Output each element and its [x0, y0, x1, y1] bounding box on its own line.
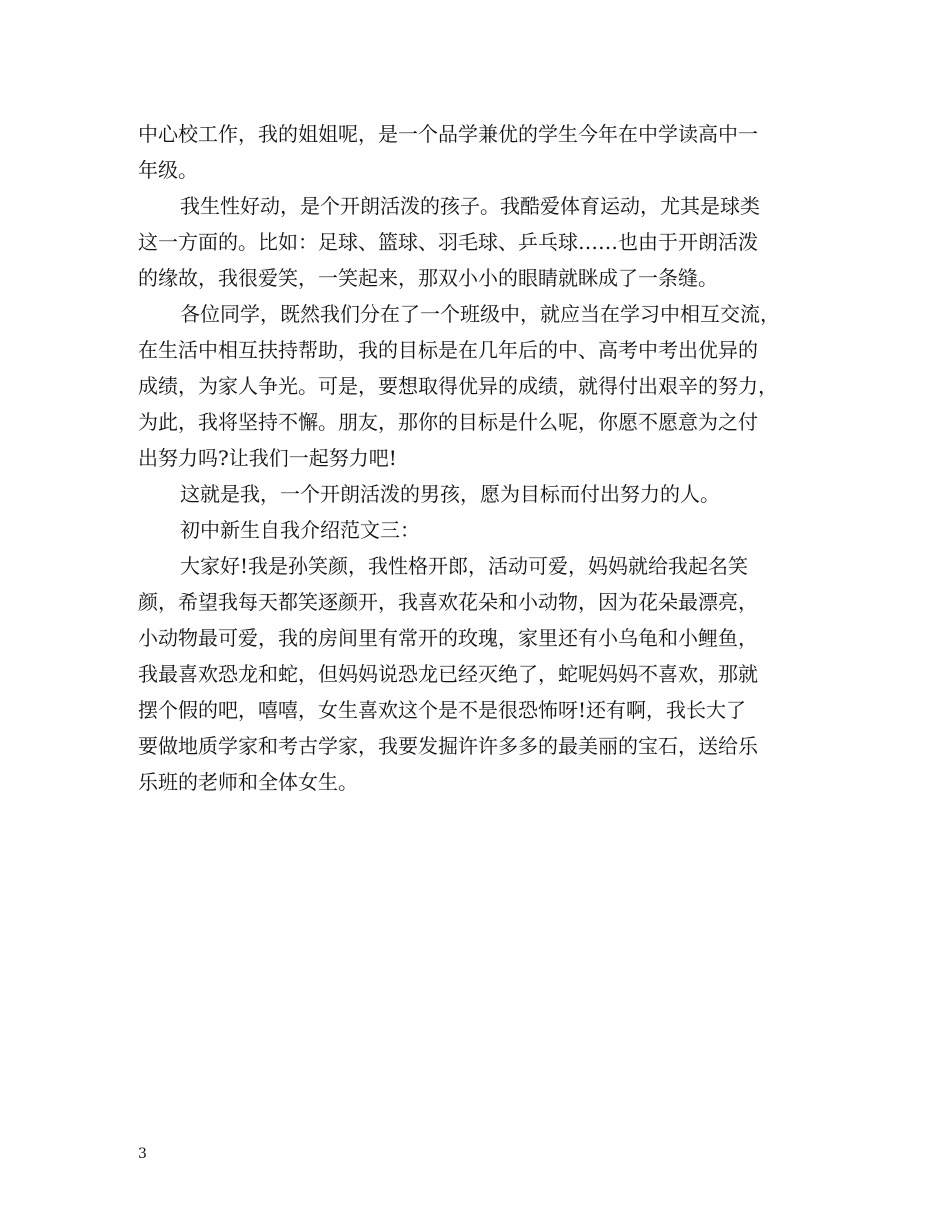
- document-body: [138, 116, 828, 800]
- paragraph-line: 大家好!我是孙笑颜，我性格开郎，活动可爱，妈妈就给我起名笑: [180, 554, 749, 578]
- paragraph-line: 在生活中相互扶持帮助，我的目标是在几年后的中、高考中考出优异的: [138, 338, 758, 362]
- paragraph-line: 为此，我将坚持不懈。朋友，那你的目标是什么呢，你愿不愿意为之付: [138, 410, 758, 434]
- paragraph-line: 要做地质学家和考古学家，我要发掘许许多多的最美丽的宝石，送给乐: [138, 734, 758, 758]
- paragraph-line: 颜，希望我每天都笑逐颜开，我喜欢花朵和小动物，因为花朵最漂亮，: [138, 590, 758, 614]
- page-number: 3: [138, 1146, 147, 1162]
- paragraph-line: 我最喜欢恐龙和蛇，但妈妈说恐龙已经灭绝了，蛇呢妈妈不喜欢，那就: [138, 662, 758, 686]
- paragraph-line: 成绩，为家人争光。可是，要想取得优异的成绩，就得付出艰辛的努力，: [138, 374, 778, 398]
- paragraph-line: 各位同学，既然我们分在了一个班级中，就应当在学习中相互交流，: [180, 302, 780, 326]
- section-heading: 初中新生自我介绍范文三：: [180, 518, 420, 542]
- paragraph-line: 我生性好动，是个开朗活泼的孩子。我酷爱体育运动，尤其是球类: [180, 194, 760, 218]
- paragraph-line: 出努力吗?让我们一起努力吧!: [138, 446, 397, 470]
- paragraph-line: 摆个假的吧，嘻嘻，女生喜欢这个是不是很恐怖呀!还有啊，我长大了: [138, 698, 747, 722]
- paragraph-line: 小动物最可爱，我的房间里有常开的玫瑰，家里还有小乌龟和小鲤鱼，: [138, 626, 758, 650]
- paragraph-line: 这一方面的。比如：足球、篮球、羽毛球、乒乓球……也由于开朗活泼: [138, 230, 758, 254]
- paragraph-line: 乐班的老师和全体女生。: [138, 770, 358, 794]
- paragraph-line: 年级。: [138, 158, 198, 182]
- paragraph-line: 这就是我，一个开朗活泼的男孩，愿为目标而付出努力的人。: [180, 482, 720, 506]
- paragraph-line: 的缘故，我很爱笑，一笑起来，那双小小的眼睛就眯成了一条缝。: [138, 266, 718, 290]
- paragraph-line: 中心校工作，我的姐姐呢，是一个品学兼优的学生今年在中学读高中一: [138, 122, 758, 146]
